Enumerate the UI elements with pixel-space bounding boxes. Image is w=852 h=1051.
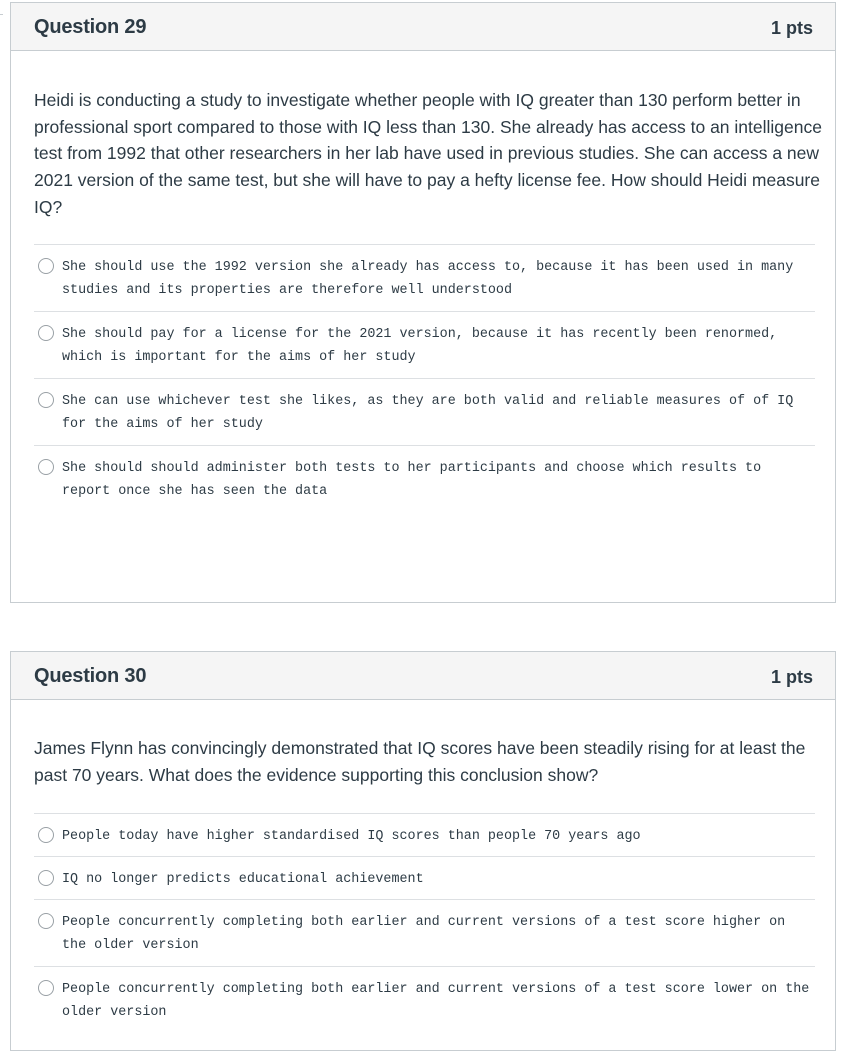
question-30-card [10, 651, 836, 1051]
question-header [11, 652, 835, 700]
answer-label: People concurrently completing both earlier and current versions of a test score lower on the older version [62, 982, 810, 1020]
page-edge-marker [0, 14, 3, 15]
radio-button[interactable] [38, 392, 54, 408]
answer-option[interactable] [34, 856, 815, 899]
answer-label: She should should administer both tests to her participants and choose which results to report once she has seen the data [62, 461, 762, 499]
question-title: Question 30 [34, 665, 147, 687]
answer-option[interactable] [34, 244, 815, 311]
answer-label: IQ no longer predicts educational achievement [62, 872, 424, 887]
answer-option[interactable] [34, 966, 815, 1033]
radio-button[interactable] [38, 913, 54, 929]
question-text: Heidi is conducting a study to investigate whether people with IQ greater than 130 perform better in professional sport compared to those with IQ less than 130. She already has access to an intelligence test from 1992 that other researchers in her lab have used in previous studies. She can access a new 2021 version of the same test, but she will have to pay a hefty license fee. How should Heidi measure IQ? [34, 90, 822, 217]
radio-button[interactable] [38, 325, 54, 341]
radio-button[interactable] [38, 258, 54, 274]
answer-option[interactable] [34, 378, 815, 445]
answer-label: She should use the 1992 version she already has access to, because it has been used in many studies and its properties are therefore well understood [62, 260, 794, 298]
answer-list [34, 813, 815, 1033]
question-points: 1 pts [770, 18, 813, 38]
radio-button[interactable] [38, 870, 54, 886]
answer-option[interactable] [34, 813, 815, 856]
radio-button[interactable] [38, 459, 54, 475]
answer-label: People today have higher standardised IQ scores than people 70 years ago [62, 829, 641, 844]
answer-option[interactable] [34, 445, 815, 512]
answer-label: She can use whichever test she likes, as they are both valid and reliable measures of of IQ for the aims of her study [62, 394, 794, 432]
question-points: 1 pts [770, 667, 813, 687]
answer-option[interactable] [34, 311, 815, 378]
question-29-card [10, 2, 836, 603]
question-title: Question 29 [34, 16, 147, 38]
radio-button[interactable] [38, 827, 54, 843]
radio-button[interactable] [38, 980, 54, 996]
answer-list [34, 244, 815, 512]
answer-label: She should pay for a license for the 2021 version, because it has recently been renormed, which is important for the aims of her study [62, 327, 778, 365]
question-header [11, 3, 835, 51]
answer-option[interactable] [34, 899, 815, 966]
answer-label: People concurrently completing both earlier and current versions of a test score higher on the older version [62, 915, 786, 953]
question-text: James Flynn has convincingly demonstrated that IQ scores have been steadily rising for at least the past 70 years. What does the evidence supporting this conclusion show? [34, 738, 806, 785]
